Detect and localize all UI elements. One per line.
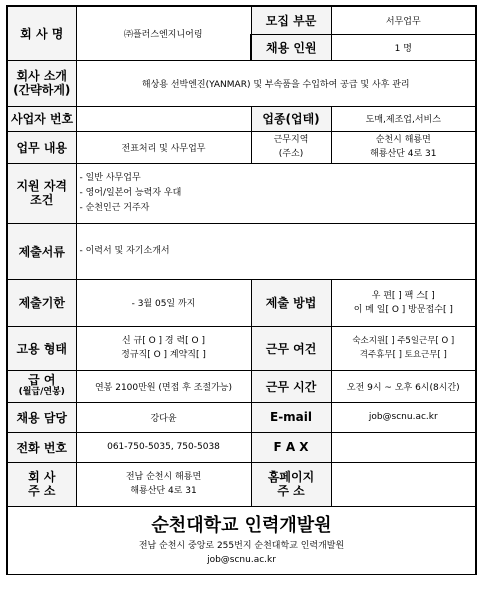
company-address-value bbox=[76, 462, 251, 506]
email-label: E-mail bbox=[251, 402, 331, 432]
conditions-line1: 숙소지원[ ] 주5일근무[ O ] bbox=[352, 336, 455, 346]
location-value-line1: 순천시 해룡면 bbox=[375, 135, 431, 145]
manager-value: 강다윤 bbox=[76, 402, 251, 432]
work-conditions-options bbox=[331, 326, 476, 370]
deadline-value: - 3월 05일 까지 bbox=[76, 279, 251, 326]
business-number-label: 사업자 번호 bbox=[7, 106, 76, 131]
qualification-item: - 영어/일본어 능력자 우대 bbox=[79, 187, 182, 198]
duty-value: 전표처리 및 사무업무 bbox=[76, 131, 251, 163]
company-intro-label-line1: 회사 소개 bbox=[16, 69, 68, 83]
phone-value: 061-750-5035, 750-5038 bbox=[76, 432, 251, 462]
salary-label-line2: (월급/연봉) bbox=[18, 387, 65, 397]
work-conditions-label: 근무 여건 bbox=[251, 326, 331, 370]
company-address-line2: 해룡산단 4로 31 bbox=[130, 486, 197, 496]
method-line2: 이 메 일[ O ] 방문접수[ ] bbox=[353, 304, 453, 315]
company-address-label bbox=[7, 462, 76, 506]
manager-label: 채용 담당 bbox=[7, 402, 76, 432]
documents-item: - 이력서 및 자기소개서 bbox=[79, 245, 170, 256]
company-address-label-line1: 회 사 bbox=[28, 470, 56, 484]
recruitment-table bbox=[6, 5, 477, 575]
footer-block bbox=[7, 506, 476, 574]
email-value: job@scnu.ac.kr bbox=[331, 402, 476, 432]
location-label-line2: (주소) bbox=[278, 149, 304, 159]
salary-label bbox=[7, 370, 76, 402]
industry-label: 업종(업태) bbox=[251, 106, 331, 131]
homepage-value bbox=[331, 462, 476, 506]
work-hours-value: 오전 9시 ~ 오후 6시(8시간) bbox=[331, 370, 476, 402]
employment-type-options bbox=[76, 326, 251, 370]
company-name-value: ㈜플러스엔지니어링 bbox=[76, 6, 251, 60]
company-intro-label-line2: (간략하게) bbox=[13, 83, 71, 97]
footer-address: 전남 순천시 중앙로 255번지 순천대학교 인력개발원 bbox=[138, 541, 345, 551]
conditions-line2: 격주휴무[ ] 토요근무[ ] bbox=[359, 350, 447, 360]
employment-line2: 정규직[ O ] 계약직[ ] bbox=[121, 350, 206, 360]
documents-label: 제출서류 bbox=[7, 223, 76, 279]
qualification-list bbox=[76, 163, 476, 223]
homepage-label bbox=[251, 462, 331, 506]
footer-org-name: 순천대학교 인력개발원 bbox=[151, 515, 332, 536]
employment-type-label: 고용 형태 bbox=[7, 326, 76, 370]
footer-email: job@scnu.ac.kr bbox=[207, 555, 276, 565]
phone-label: 전화 번호 bbox=[7, 432, 76, 462]
recruit-count-label: 채용 인원 bbox=[251, 34, 331, 60]
fax-label: F A X bbox=[251, 432, 331, 462]
recruit-count-value: 1 명 bbox=[331, 34, 476, 60]
qualification-item: - 일반 사무업무 bbox=[79, 172, 141, 183]
company-intro-value: 해상용 선박엔진(YANMAR) 및 부속품을 수입하여 공급 및 사후 관리 bbox=[76, 60, 476, 106]
recruit-dept-value: 서무업무 bbox=[331, 6, 476, 34]
method-label: 제출 방법 bbox=[251, 279, 331, 326]
company-intro-label bbox=[7, 60, 76, 106]
qualification-item: - 순천인근 거주자 bbox=[79, 202, 150, 213]
location-label bbox=[251, 131, 331, 163]
fax-value bbox=[331, 432, 476, 462]
location-value-line2: 해룡산단 4로 31 bbox=[370, 149, 437, 159]
salary-label-line1: 급 여 bbox=[28, 373, 56, 387]
qualification-label bbox=[7, 163, 76, 223]
method-line1: 우 편[ ] 팩 스[ ] bbox=[371, 290, 435, 301]
deadline-label: 제출기한 bbox=[7, 279, 76, 326]
company-name-label: 회 사 명 bbox=[7, 6, 76, 60]
homepage-label-line2: 주 소 bbox=[277, 484, 305, 498]
homepage-label-line1: 홈페이지 bbox=[267, 470, 315, 484]
qualification-label-line1: 지원 자격 bbox=[16, 179, 68, 193]
work-hours-label: 근무 시간 bbox=[251, 370, 331, 402]
business-number-value bbox=[76, 106, 251, 131]
documents-list bbox=[76, 223, 476, 279]
employment-line1: 신 규[ O ] 경 력[ O ] bbox=[121, 336, 205, 346]
company-address-label-line2: 주 소 bbox=[28, 484, 56, 498]
company-address-line1: 전남 순천시 해룡면 bbox=[125, 472, 202, 482]
method-options bbox=[331, 279, 476, 326]
recruit-dept-label: 모집 부문 bbox=[251, 6, 331, 34]
qualification-label-line2: 조건 bbox=[30, 193, 54, 207]
salary-value: 연봉 2100만원 (면접 후 조절가능) bbox=[76, 370, 251, 402]
location-label-line1: 근무지역 bbox=[273, 135, 309, 145]
duty-label: 업무 내용 bbox=[7, 131, 76, 163]
industry-value: 도매,제조업,서비스 bbox=[331, 106, 476, 131]
location-value bbox=[331, 131, 476, 163]
